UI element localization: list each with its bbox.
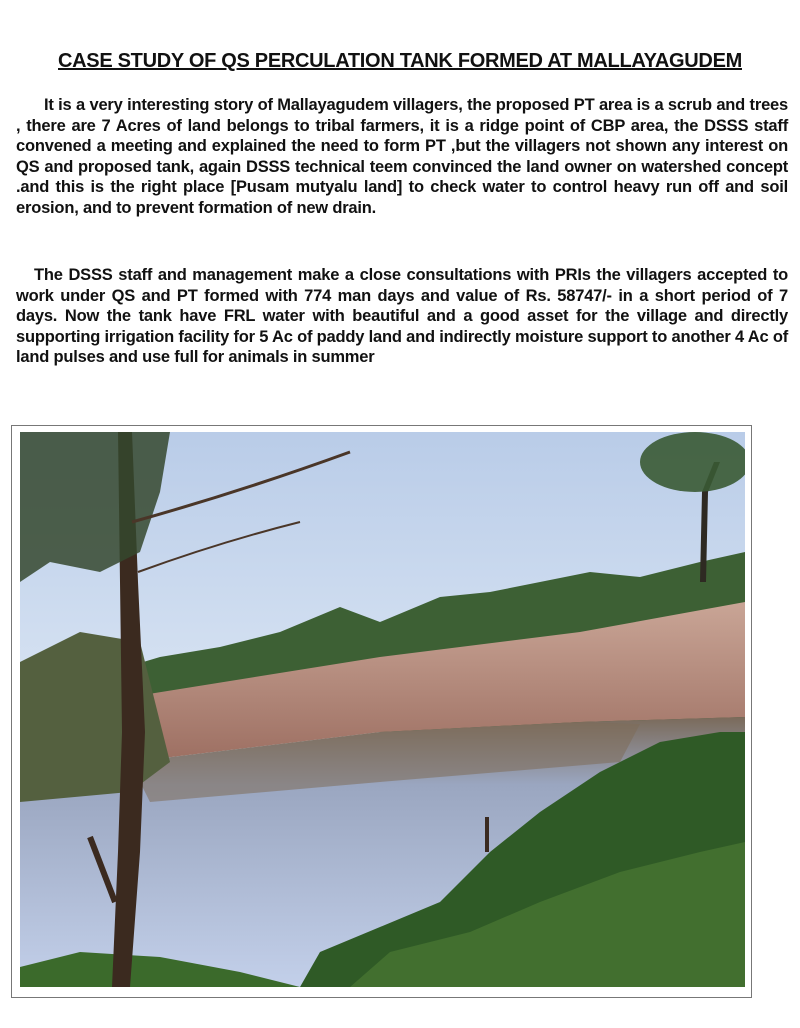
paragraph-1: It is a very interesting story of Mallayagudem villagers, the proposed PT area is a scrub and trees , there are 7 Acres of land belongs to tribal farmers, it is a ridge point of CBP area, the DSSS staff convened a meeting and explained the need to form PT ,but the villagers not shown any interest on QS and proposed tank, again DSSS technical teem convinced the land owner on watershed concept .and this is the right place [Pusam mutyalu land] to check water to control heavy run off and soil erosion, and to prevent formation of new drain. bbox=[16, 96, 788, 217]
paragraph-2: The DSSS staff and management make a close consultations with PRIs the villagers accepted to work under QS and PT formed with 774 man days and value of Rs. 58747/- in a short period of 7 days. Now the tank have FRL water with beautiful and a good asset for the village and directly supporting irrigation facility for 5 Ac of paddy land and indirectly moisture support to another 4 Ac of land pulses and use full for animals in summer bbox=[16, 266, 788, 367]
percolation-tank-photo bbox=[20, 432, 745, 987]
document-title: CASE STUDY OF QS PERCULATION TANK FORMED AT MALLAYAGUDEM bbox=[58, 50, 742, 72]
